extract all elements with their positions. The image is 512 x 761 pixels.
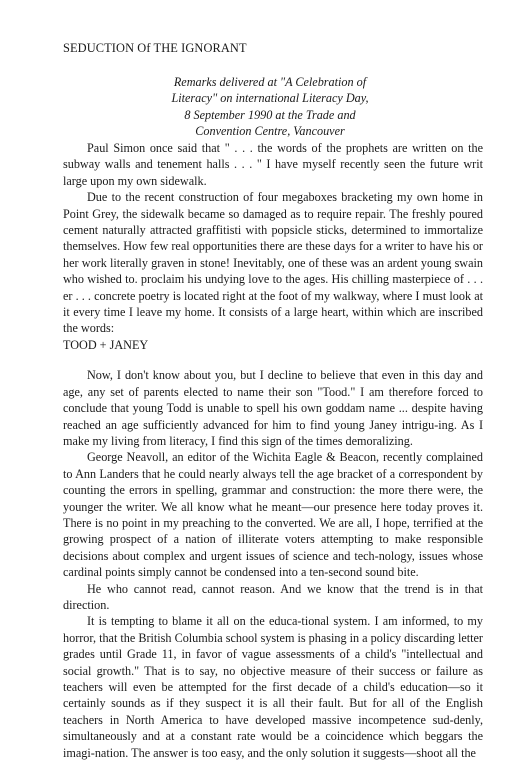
paragraph: Paul Simon once said that " . . . the words of the prophets are written on the subway walls and tenement halls . . . " I have myself recently seen the future writ large upon my own sidewalk. (63, 141, 483, 188)
inscription-line: TOOD + JANEY (63, 337, 149, 352)
paragraph: He who cannot read, cannot reason. And we know that the trend is in that direction. (63, 581, 483, 612)
paragraph: Now, I don't know about you, but I decline to believe that even in this day and age, any set of parents elected to name their son "Tood." I am therefore forced to conclude that young Todd is unable to spell his own goddam name ... despite having reached an age sufficiently advanced for him to find young Janey intrigu-ing. As I make my living from literacy, I find this sign of the times demoralizing. (63, 368, 483, 448)
paragraph: It is tempting to blame it all on the educa-tional system. I am informed, to my horror, that the British Columbia school system is phasing in a policy discarding letter grades until Grade 11, in favor of vague assessments of a child's "intellectual and social growth." That is to say, no objective measure of their success or failure as teachers will even be attempted for the first decade of a child's education—so it certainly sounds as if they suspect it is all their fault. But for all of the English teachers in North America to have developed massive incompetence sud-denly, simultaneously and at a constant rate would be a coincidence which beggars the imagi-nation. The answer is too easy, and the only solution it suggests—shoot all the (63, 614, 483, 760)
paragraph: Due to the recent construction of four megaboxes bracketing my own home in Point Grey, the sidewalk became so damaged as to require repair. The freshly poured cement naturally attracted graffitisti with popsicle sticks, determined to immortalize themselves. How few real opportunities there are these days for a writer to have his or her work literally graven in stone! Inevitably, one of these was an ardent young swain who wished to. proclaim his undying love to the ages. His chilling masterpiece of . . . er . . . concrete poetry is located right at the foot of my walkway, where I must look at it every time I leave my home. It consists of a large heart, within which are inscribed the words: (63, 190, 483, 336)
subtitle-line: Convention Centre, Vancouver (195, 124, 345, 139)
paragraph: George Neavoll, an editor of the Wichita Eagle & Beacon, recently complained to Ann Landers that he could nearly always tell the age bracket of a correspondent by counting the errors in spelling, grammar and construction: the more there were, the younger the writer. We all know what he meant—our presence here today proves it. There is no point in my preaching to the converted. We are all, I hope, terrified at the growing prospect of a nation of illiterate voters attempting to make responsible decisions about complex and urgent issues of science and tech-nology, issues whose cardinal points simply cannot be condensed into a ten-second sound bite. (63, 450, 483, 580)
subtitle-line: 8 September 1990 at the Trade and (184, 107, 356, 122)
subtitle-line: Literacy" on international Literacy Day, (171, 91, 369, 106)
body-text (63, 140, 483, 761)
document-title: SEDUCTION Of THE IGNORANT (63, 41, 247, 55)
subtitle-block (100, 74, 440, 140)
subtitle-line: Remarks delivered at "A Celebration of (173, 75, 367, 89)
